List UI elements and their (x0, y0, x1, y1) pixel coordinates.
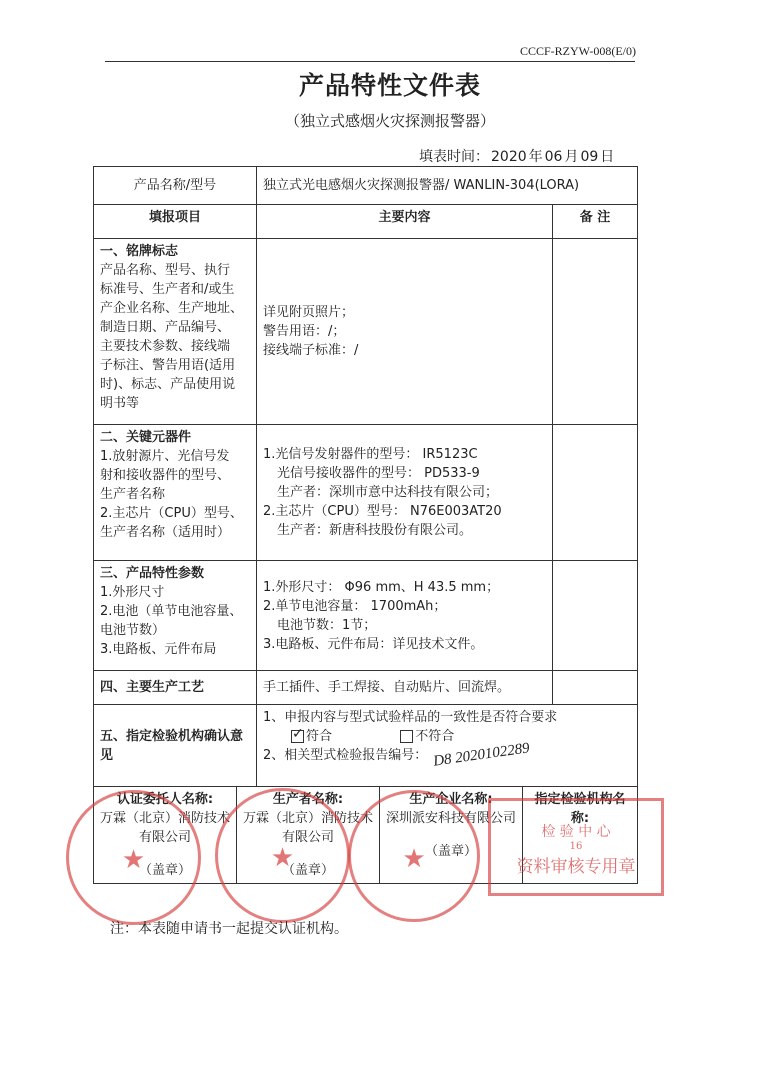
section3-content-line: 1.外形尺寸： Φ96 mm、H 43.5 mm； (263, 579, 500, 595)
document-title: 产品特性文件表 (298, 71, 481, 100)
manufacturer-name: 深圳派安科技有限公司 (386, 811, 517, 826)
producer-name: 万霖（北京）消防技术有限公司 (243, 811, 374, 845)
section3-content-line: 电池节数：1节； (277, 617, 377, 633)
section2-desc-line: 射和接收器件的型号、 (100, 468, 231, 483)
fill-date-year-unit: 年 (528, 149, 543, 165)
section3-item (94, 561, 257, 671)
section2-remark (553, 425, 638, 561)
section5-checkboxes (263, 727, 631, 746)
section5-content (257, 705, 638, 787)
producer-label: 生产者名称: (272, 792, 344, 807)
section3-content-line: 2.单节电池容量： 1700mAh； (263, 598, 447, 614)
client-seal-label: （盖章） (138, 863, 191, 878)
section3-row (94, 561, 638, 671)
section4-title: 四、主要生产工艺 (94, 671, 257, 705)
section1-item (94, 239, 257, 425)
section5-title: 五、指定检验机构确认意见 (94, 705, 257, 787)
section4-content: 手工插件、手工焊接、自动贴片、回流焊。 (257, 671, 553, 705)
section4-row (94, 671, 638, 705)
conform-checkbox[interactable] (291, 730, 304, 743)
section1-row (94, 239, 638, 425)
section1-desc-line: 标准号、生产者和/或生 (100, 282, 235, 297)
fill-date-month-unit: 月 (564, 149, 579, 165)
section3-desc-line: 3.电路板、元件布局 (100, 642, 217, 657)
section2-content-line: 光信号接收器件的型号： PD533-9 (277, 466, 480, 481)
signature-block-inspection (523, 787, 638, 883)
signature-row (94, 787, 638, 884)
section1-content-line: 警告用语：/； (263, 324, 346, 339)
stamp-line1: 检 验 中 心 (541, 824, 611, 840)
manufacturer-seal-label: （盖章） (424, 844, 477, 859)
section1-remark (553, 239, 638, 425)
report-number-label: 2、相关型式检验报告编号： (263, 748, 428, 763)
fill-date-day-unit: 日 (600, 149, 615, 165)
section1-content (257, 239, 553, 425)
footnote: 注：本表随申请书一起提交认证机构。 (110, 921, 348, 937)
section3-content-line: 3.电路板、元件布局：详见技术文件。 (263, 636, 484, 652)
section2-desc-line: 2.主芯片（CPU）型号、 (100, 506, 243, 521)
header-item: 填报项目 (94, 205, 257, 239)
section2-desc-line: 生产者名称（适用时） (100, 525, 231, 540)
section1-desc-line: 产品名称、型号、执行 (100, 263, 231, 278)
producer-seal-label: （盖章） (281, 863, 334, 878)
section1-title: 一、铭牌标志 (100, 244, 179, 259)
signature-block-client (94, 787, 237, 883)
section4-remark (553, 671, 638, 705)
document-number: CCCF-RZYW-008(E/0) (520, 44, 636, 58)
header-rule (105, 61, 635, 62)
section2-content-line: 1.光信号发射器件的型号： IR5123C (263, 447, 478, 462)
section1-desc-line: 明书等 (100, 396, 140, 411)
section2-row (94, 425, 638, 561)
section3-desc-line: 1.外形尺寸 (100, 585, 165, 600)
nonconform-checkbox[interactable] (400, 730, 413, 743)
section2-title: 二、关键元器件 (100, 430, 192, 445)
signature-cell (94, 787, 638, 884)
client-label: 认证委托人名称: (116, 792, 214, 807)
fill-date-day: 09 (580, 149, 599, 165)
section5-line1: 1、申报内容与型式试验样品的一致性是否符合要求 (263, 710, 558, 725)
section1-desc-line: 主要技术参数、接线端 (100, 339, 231, 354)
section2-content-line: 生产者：新唐科技股份有限公司。 (277, 523, 473, 538)
section2-content-line: 2.主芯片（CPU）型号： N76E003AT20 (263, 504, 502, 519)
section1-content-line: 详见附页照片； (263, 305, 355, 320)
seal-star-icon: ★ (121, 845, 146, 876)
product-characteristics-table (93, 166, 638, 884)
header-content: 主要内容 (257, 205, 553, 239)
fill-date-label: 填表时间： (419, 149, 489, 165)
stamp-line2: 16 (569, 841, 583, 852)
section1-desc-line: 子标注、警告用语(适用 (100, 358, 236, 373)
inspection-label: 指定检验机构名称: (534, 792, 626, 826)
section3-title: 三、产品特性参数 (100, 566, 205, 581)
section3-desc-line: 2.电池（单节电池容量、 (100, 604, 243, 619)
section5-row (94, 705, 638, 787)
fill-date-month: 06 (544, 149, 563, 165)
section1-desc-line: 制造日期、产品编号、 (100, 320, 231, 335)
stamp-line3: 资料审核专用章 (516, 857, 636, 877)
section2-content-line: 生产者：深圳市意中达科技有限公司； (277, 485, 499, 500)
signature-block-producer (237, 787, 380, 883)
section2-item (94, 425, 257, 561)
section2-content (257, 425, 553, 561)
product-name-label: 产品名称/型号 (94, 167, 257, 205)
section2-desc-line: 生产者名称 (100, 487, 166, 502)
client-name: 万霖（北京）消防技术有限公司 (100, 811, 231, 845)
product-row (94, 167, 638, 205)
manufacturer-label: 生产企业名称: (409, 792, 493, 807)
signature-table (94, 787, 637, 883)
fill-date-year: 2020 (491, 149, 527, 165)
document-subtitle: （独立式感烟火灾探测报警器） (284, 112, 495, 130)
nonconform-label: 不符合 (415, 729, 455, 744)
section1-content-line: 接线端子标准：/ (263, 343, 359, 358)
conform-label: 符合 (306, 729, 333, 744)
header-remark: 备 注 (553, 205, 638, 239)
section2-desc-line: 1.放射源片、光信号发 (100, 449, 230, 464)
fill-date (418, 146, 615, 166)
table-header-row (94, 205, 638, 239)
seal-star-icon: ★ (402, 843, 426, 874)
section1-desc-line: 产企业名称、生产地址、 (100, 301, 244, 316)
signature-block-manufacturer (380, 787, 523, 883)
section3-content (257, 561, 553, 671)
section3-desc-line: 电池节数） (100, 623, 166, 638)
section5-line2 (263, 740, 631, 770)
seal-star-icon: ★ (270, 843, 295, 874)
product-name-value: 独立式光电感烟火灾探测报警器/ WANLIN-304(LORA) (257, 167, 638, 205)
section1-desc-line: 时)、标志、产品使用说 (100, 377, 236, 392)
section3-remark (553, 561, 638, 671)
report-number-handwritten: D8 2020102289 (432, 740, 531, 770)
